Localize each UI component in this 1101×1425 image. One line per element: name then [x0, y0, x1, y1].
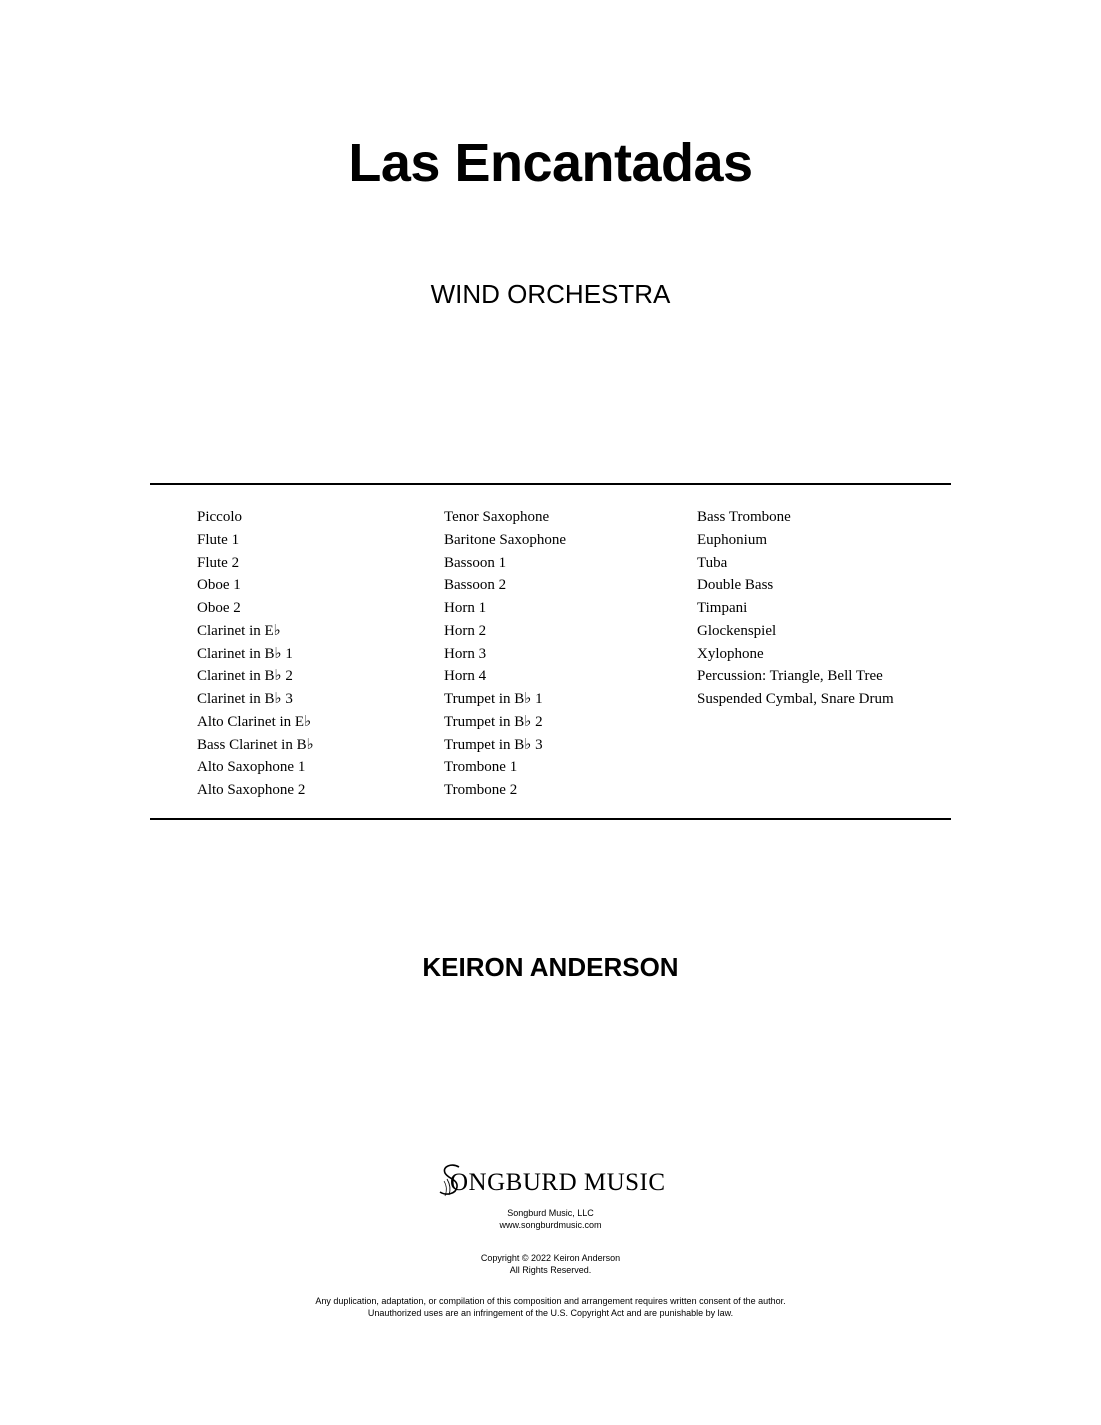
instrument-item: Trumpet in B♭ 1 [444, 691, 543, 707]
instrument-item: Suspended Cymbal, Snare Drum [697, 691, 894, 707]
publisher-website: www.songburdmusic.com [499, 1219, 602, 1230]
instrument-item: Alto Saxophone 2 [197, 782, 306, 798]
instrument-item: Xylophone [697, 645, 764, 662]
rights-line: All Rights Reserved. [509, 1264, 592, 1275]
instrument-item: Oboe 1 [197, 577, 241, 594]
legal-line-1: Any duplication, adaptation, or compilation of this composition and arrangement requires written consent of the author. [315, 1296, 786, 1306]
top-divider [150, 483, 951, 485]
instrument-item: Horn 1 [444, 600, 487, 616]
instrument-item: Alto Clarinet in E♭ [197, 713, 312, 730]
instrument-item: Horn 4 [444, 668, 487, 685]
instrument-column-1 [197, 506, 314, 802]
legal-notice [0, 1296, 1101, 1319]
instrument-item: Trumpet in B♭ 3 [444, 736, 543, 753]
instrument-item: Alto Saxophone 1 [197, 759, 306, 776]
instrument-column-2 [444, 506, 566, 802]
instrument-item: Flute 2 [197, 554, 240, 571]
publisher-name: Songburd Music, LLC [507, 1208, 594, 1218]
instrument-item: Clarinet in B♭ 1 [197, 645, 293, 662]
publisher-info [0, 1208, 1101, 1231]
instrument-item: Bass Clarinet in B♭ [197, 736, 314, 753]
instrument-item: Double Bass [697, 577, 774, 594]
instrument-item: Bassoon 1 [444, 554, 507, 571]
legal-line-2: Unauthorized uses are an infringement of the U.S. Copyright Act and are punishable by law. [367, 1307, 734, 1318]
instrument-item: Tenor Saxophone [444, 509, 550, 525]
ensemble-subtitle: WIND ORCHESTRA [430, 279, 671, 309]
instrument-item: Clarinet in B♭ 3 [197, 691, 293, 707]
instrument-item: Clarinet in E♭ [197, 622, 281, 639]
instrument-item: Timpani [697, 600, 748, 616]
composer-name: KEIRON ANDERSON [422, 952, 679, 982]
instrument-column-3 [697, 506, 894, 711]
instrument-item: Horn 2 [444, 622, 487, 639]
instrument-item: Trombone 2 [444, 782, 518, 798]
instrument-item: Flute 1 [197, 531, 240, 548]
publisher-logo [438, 1163, 664, 1199]
instrument-item: Clarinet in B♭ 2 [197, 668, 293, 685]
instrument-item: Bassoon 2 [444, 577, 507, 594]
instrument-item: Baritone Saxophone [444, 531, 567, 548]
instrument-item: Oboe 2 [197, 600, 241, 616]
bottom-divider [150, 818, 951, 820]
score-title: Las Encantadas [348, 133, 753, 193]
instrument-item: Trombone 1 [444, 759, 518, 776]
instrument-item: Glockenspiel [697, 622, 777, 639]
publisher-logo-text: ONGBURD MUSIC [450, 1169, 666, 1196]
instrument-item: Bass Trombone [697, 509, 791, 525]
instrument-item: Piccolo [197, 509, 242, 525]
copyright-notice [0, 1253, 1101, 1276]
instrument-item: Tuba [697, 554, 728, 571]
instrument-item: Horn 3 [444, 645, 487, 662]
copyright-line: Copyright © 2022 Keiron Anderson [480, 1253, 621, 1263]
instrument-item: Percussion: Triangle, Bell Tree [697, 668, 883, 685]
instrument-item: Euphonium [697, 531, 767, 548]
instrument-item: Trumpet in B♭ 2 [444, 713, 543, 730]
